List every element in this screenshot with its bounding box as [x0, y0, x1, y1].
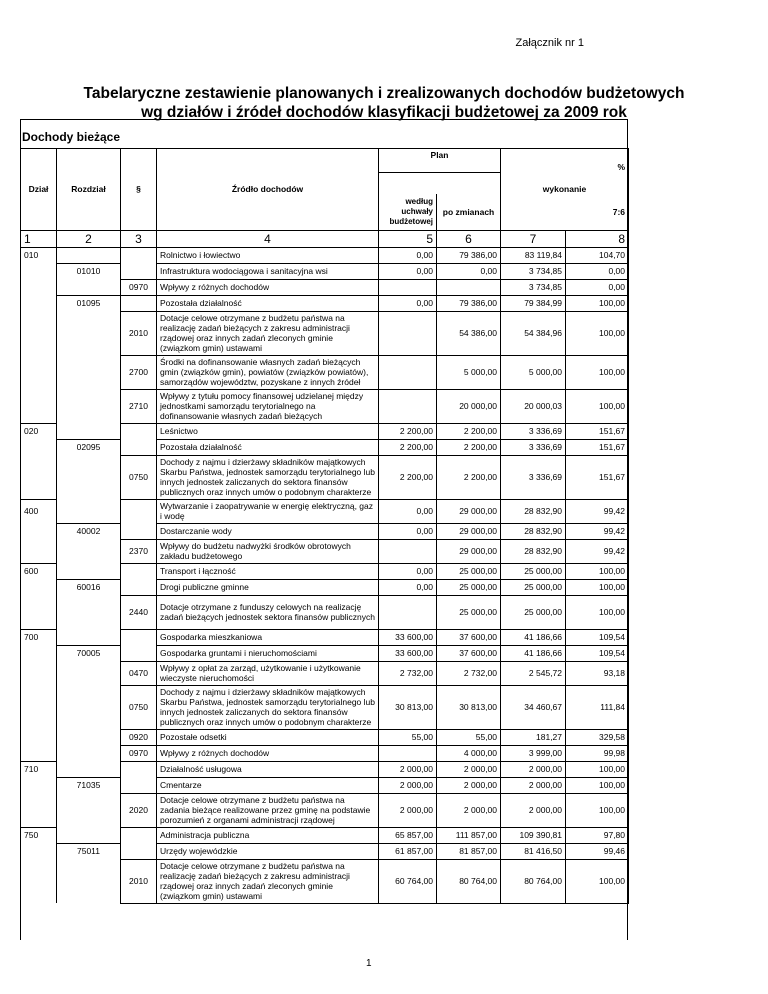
- execution-cell: 3 734,85: [501, 263, 566, 279]
- percent-cell: 100,00: [566, 311, 629, 355]
- source-cell: Urzędy wojewódzkie: [157, 843, 379, 859]
- percent-cell: 151,67: [566, 439, 629, 455]
- rozdzial-cell: [57, 793, 121, 827]
- percent-cell: 100,00: [566, 793, 629, 827]
- percent-cell: 109,54: [566, 629, 629, 645]
- dzial-cell: [21, 661, 57, 685]
- paragraf-cell: [121, 295, 157, 311]
- rozdzial-cell: 71035: [57, 777, 121, 793]
- paragraf-cell: 2710: [121, 389, 157, 423]
- paragraf-cell: 2370: [121, 539, 157, 563]
- execution-cell: 3 999,00: [501, 745, 566, 761]
- plan-initial-cell: 61 857,00: [379, 843, 437, 859]
- paragraf-cell: 0470: [121, 661, 157, 685]
- rozdzial-cell: 01010: [57, 263, 121, 279]
- plan-initial-cell: [379, 279, 437, 295]
- percent-cell: 100,00: [566, 355, 629, 389]
- table-row: [21, 295, 629, 311]
- source-cell: Wpływy z różnych dochodów: [157, 279, 379, 295]
- table-row: [21, 563, 629, 579]
- dzial-cell: [21, 793, 57, 827]
- plan-after-cell: 37 600,00: [437, 629, 501, 645]
- rozdzial-cell: [57, 247, 121, 263]
- plan-after-cell: 30 813,00: [437, 685, 501, 729]
- source-cell: Dochody z najmu i dzierżawy składników majątkowych Skarbu Państwa, jednostek samorządu terytorialnego lub innych jednostek zaliczanych do sektora finansów publicznych oraz innych umów o podobnym charakterze: [157, 685, 379, 729]
- plan-initial-cell: [379, 745, 437, 761]
- execution-cell: 25 000,00: [501, 563, 566, 579]
- execution-cell: 80 764,00: [501, 859, 566, 903]
- rozdzial-cell: 70005: [57, 645, 121, 661]
- col-number: 2: [57, 230, 121, 247]
- percent-cell: 104,70: [566, 247, 629, 263]
- plan-after-cell: 0,00: [437, 263, 501, 279]
- percent-cell: 329,58: [566, 729, 629, 745]
- dzial-cell: 700: [21, 629, 57, 645]
- paragraf-cell: 0750: [121, 685, 157, 729]
- percent-cell: 151,67: [566, 455, 629, 499]
- paragraf-cell: [121, 423, 157, 439]
- paragraf-cell: [121, 777, 157, 793]
- execution-cell: 3 336,69: [501, 455, 566, 499]
- plan-initial-cell: 55,00: [379, 729, 437, 745]
- plan-after-cell: 2 000,00: [437, 761, 501, 777]
- rozdzial-cell: [57, 661, 121, 685]
- percent-cell: 97,80: [566, 827, 629, 843]
- paragraf-cell: 2010: [121, 311, 157, 355]
- execution-cell: 109 390,81: [501, 827, 566, 843]
- plan-initial-cell: 2 000,00: [379, 761, 437, 777]
- source-cell: Infrastruktura wodociągowa i sanitacyjna wsi: [157, 263, 379, 279]
- rozdzial-cell: [57, 761, 121, 777]
- plan-initial-cell: 60 764,00: [379, 859, 437, 903]
- execution-cell: 20 000,03: [501, 389, 566, 423]
- plan-after-cell: 111 857,00: [437, 827, 501, 843]
- source-cell: Cmentarze: [157, 777, 379, 793]
- paragraf-cell: 2020: [121, 793, 157, 827]
- dzial-cell: [21, 355, 57, 389]
- dzial-cell: [21, 843, 57, 859]
- paragraf-cell: [121, 563, 157, 579]
- source-cell: Rolnictwo i łowiectwo: [157, 247, 379, 263]
- percent-cell: 151,67: [566, 423, 629, 439]
- plan-after-cell: 2 200,00: [437, 423, 501, 439]
- col-number: 8: [566, 230, 629, 247]
- percent-cell: 93,18: [566, 661, 629, 685]
- rozdzial-cell: [57, 539, 121, 563]
- header-zrodlo: Źródło dochodów: [157, 148, 379, 230]
- table-row: [21, 423, 629, 439]
- execution-cell: 41 186,66: [501, 629, 566, 645]
- header-paragraf: §: [121, 148, 157, 230]
- paragraf-cell: [121, 247, 157, 263]
- paragraf-cell: 0750: [121, 455, 157, 499]
- rozdzial-cell: 60016: [57, 579, 121, 595]
- table-row: [21, 355, 629, 389]
- table-row: [21, 595, 629, 629]
- table-row: [21, 793, 629, 827]
- source-cell: Środki na dofinansowanie własnych zadań bieżących gmin (związków gmin), powiatów (związków powiatów), samorządów województw, pozyskane z innych źródeł: [157, 355, 379, 389]
- dzial-cell: [21, 645, 57, 661]
- table-row: [21, 777, 629, 793]
- percent-cell: 100,00: [566, 595, 629, 629]
- plan-initial-cell: 0,00: [379, 523, 437, 539]
- rozdzial-cell: [57, 499, 121, 523]
- plan-initial-cell: 0,00: [379, 579, 437, 595]
- dzial-cell: [21, 295, 57, 311]
- paragraf-cell: 0970: [121, 745, 157, 761]
- source-cell: Wpływy z różnych dochodów: [157, 745, 379, 761]
- percent-cell: 99,98: [566, 745, 629, 761]
- rozdzial-cell: [57, 389, 121, 423]
- execution-cell: 83 119,84: [501, 247, 566, 263]
- col-number: 6: [437, 230, 501, 247]
- table-row: [21, 311, 629, 355]
- header-po-zmianach: po zmianach: [437, 194, 501, 230]
- plan-initial-cell: 2 000,00: [379, 777, 437, 793]
- rozdzial-cell: [57, 859, 121, 903]
- rozdzial-cell: [57, 629, 121, 645]
- percent-cell: 99,42: [566, 523, 629, 539]
- rozdzial-cell: [57, 595, 121, 629]
- dzial-cell: [21, 311, 57, 355]
- percent-cell: 100,00: [566, 761, 629, 777]
- execution-cell: 81 416,50: [501, 843, 566, 859]
- dzial-cell: [21, 729, 57, 745]
- plan-initial-cell: 33 600,00: [379, 645, 437, 661]
- percent-cell: 100,00: [566, 389, 629, 423]
- percent-cell: 99,46: [566, 843, 629, 859]
- paragraf-cell: [121, 761, 157, 777]
- table-row: [21, 685, 629, 729]
- dzial-cell: 750: [21, 827, 57, 843]
- plan-after-cell: 81 857,00: [437, 843, 501, 859]
- plan-initial-cell: 2 200,00: [379, 423, 437, 439]
- col-number: 3: [121, 230, 157, 247]
- source-cell: Drogi publiczne gminne: [157, 579, 379, 595]
- percent-cell: 100,00: [566, 295, 629, 311]
- paragraf-cell: [121, 263, 157, 279]
- execution-cell: 3 336,69: [501, 439, 566, 455]
- source-cell: Wpływy do budżetu nadwyżki środków obrotowych zakładu budżetowego: [157, 539, 379, 563]
- dzial-cell: [21, 579, 57, 595]
- source-cell: Dochody z najmu i dzierżawy składników majątkowych Skarbu Państwa, jednostek samorządu terytorialnego lub innych jednostek zaliczanych do sektora finansów publicznych oraz innych umów o podobnym charakterze: [157, 455, 379, 499]
- dzial-cell: [21, 263, 57, 279]
- execution-cell: 3 336,69: [501, 423, 566, 439]
- table-row: [21, 629, 629, 645]
- header-dzial: Dział: [21, 148, 57, 230]
- execution-cell: 2 000,00: [501, 761, 566, 777]
- header-rozdzial: Rozdział: [57, 148, 121, 230]
- header-pct: %: [566, 148, 629, 172]
- percent-cell: 100,00: [566, 563, 629, 579]
- rozdzial-cell: [57, 311, 121, 355]
- execution-cell: 2 000,00: [501, 793, 566, 827]
- plan-initial-cell: 0,00: [379, 247, 437, 263]
- rozdzial-cell: [57, 685, 121, 729]
- execution-cell: 25 000,00: [501, 579, 566, 595]
- source-cell: Dotacje celowe otrzymane z budżetu państwa na zadania bieżące realizowane przez gminę na podstawie porozumień z organami administracji rządowej: [157, 793, 379, 827]
- col-number: 7: [501, 230, 566, 247]
- plan-initial-cell: 2 200,00: [379, 455, 437, 499]
- header-ratio: 7:6: [566, 194, 629, 230]
- plan-initial-cell: 65 857,00: [379, 827, 437, 843]
- plan-after-cell: 25 000,00: [437, 563, 501, 579]
- plan-initial-cell: 0,00: [379, 499, 437, 523]
- paragraf-cell: [121, 523, 157, 539]
- dzial-cell: [21, 595, 57, 629]
- rozdzial-cell: [57, 423, 121, 439]
- source-cell: Gospodarka gruntami i nieruchomościami: [157, 645, 379, 661]
- plan-initial-cell: 0,00: [379, 263, 437, 279]
- dzial-cell: 010: [21, 247, 57, 263]
- plan-initial-cell: 0,00: [379, 295, 437, 311]
- source-cell: Pozostałe odsetki: [157, 729, 379, 745]
- percent-cell: 100,00: [566, 579, 629, 595]
- plan-after-cell: 2 000,00: [437, 793, 501, 827]
- table-row: [21, 247, 629, 263]
- plan-after-cell: 29 000,00: [437, 523, 501, 539]
- rozdzial-cell: [57, 729, 121, 745]
- source-cell: Dotacje otrzymane z funduszy celowych na realizację zadań bieżących jednostek sektora finansów publicznych: [157, 595, 379, 629]
- rozdzial-cell: [57, 563, 121, 579]
- paragraf-cell: 0970: [121, 279, 157, 295]
- title-line-1: Tabelaryczne zestawienie planowanych i zrealizowanych dochodów budżetowych: [83, 85, 685, 102]
- table-row: [21, 827, 629, 843]
- dzial-cell: 020: [21, 423, 57, 439]
- dzial-cell: [21, 859, 57, 903]
- source-cell: Administracja publiczna: [157, 827, 379, 843]
- table-row: [21, 645, 629, 661]
- paragraf-cell: 2010: [121, 859, 157, 903]
- percent-cell: 111,84: [566, 685, 629, 729]
- source-cell: Wpływy z opłat za zarząd, użytkowanie i użytkowanie wieczyste nieruchomości: [157, 661, 379, 685]
- percent-cell: 100,00: [566, 859, 629, 903]
- income-table: [20, 148, 629, 904]
- paragraf-cell: 0920: [121, 729, 157, 745]
- percent-cell: 109,54: [566, 645, 629, 661]
- section-heading: Dochody bieżące: [22, 130, 121, 144]
- execution-cell: 25 000,00: [501, 595, 566, 629]
- execution-cell: 28 832,90: [501, 539, 566, 563]
- dzial-cell: [21, 455, 57, 499]
- plan-after-cell: 29 000,00: [437, 539, 501, 563]
- plan-after-cell: 2 000,00: [437, 777, 501, 793]
- source-cell: Leśnictwo: [157, 423, 379, 439]
- rozdzial-cell: [57, 355, 121, 389]
- execution-cell: 34 460,67: [501, 685, 566, 729]
- plan-initial-cell: 33 600,00: [379, 629, 437, 645]
- col-number: 5: [379, 230, 437, 247]
- plan-initial-cell: 2 200,00: [379, 439, 437, 455]
- rozdzial-cell: 02095: [57, 439, 121, 455]
- plan-after-cell: 79 386,00: [437, 295, 501, 311]
- dzial-cell: [21, 777, 57, 793]
- annex-label: Załącznik nr 1: [515, 37, 584, 49]
- plan-after-cell: 20 000,00: [437, 389, 501, 423]
- plan-initial-cell: 0,00: [379, 563, 437, 579]
- plan-after-cell: 79 386,00: [437, 247, 501, 263]
- plan-after-cell: 5 000,00: [437, 355, 501, 389]
- plan-initial-cell: [379, 389, 437, 423]
- plan-after-cell: 37 600,00: [437, 645, 501, 661]
- plan-after-cell: 29 000,00: [437, 499, 501, 523]
- plan-initial-cell: 30 813,00: [379, 685, 437, 729]
- execution-cell: 54 384,96: [501, 311, 566, 355]
- dzial-cell: 710: [21, 761, 57, 777]
- paragraf-cell: [121, 439, 157, 455]
- table-row: [21, 523, 629, 539]
- plan-after-cell: [437, 279, 501, 295]
- execution-cell: 41 186,66: [501, 645, 566, 661]
- plan-after-cell: 80 764,00: [437, 859, 501, 903]
- plan-initial-cell: [379, 595, 437, 629]
- execution-cell: 3 734,85: [501, 279, 566, 295]
- dzial-cell: [21, 523, 57, 539]
- dzial-cell: [21, 439, 57, 455]
- execution-cell: 28 832,90: [501, 499, 566, 523]
- dzial-cell: [21, 685, 57, 729]
- rozdzial-cell: [57, 827, 121, 843]
- rozdzial-cell: [57, 455, 121, 499]
- table-row: [21, 439, 629, 455]
- execution-cell: 181,27: [501, 729, 566, 745]
- percent-cell: 0,00: [566, 263, 629, 279]
- source-cell: Transport i łączność: [157, 563, 379, 579]
- header-wedlug: według uchwały budżetowej: [379, 194, 437, 230]
- percent-cell: 99,42: [566, 499, 629, 523]
- col-number: 4: [157, 230, 379, 247]
- source-cell: Wytwarzanie i zaopatrywanie w energię elektryczną, gaz i wodę: [157, 499, 379, 523]
- page-title: [0, 84, 768, 122]
- execution-cell: 28 832,90: [501, 523, 566, 539]
- table-row: [21, 389, 629, 423]
- source-cell: Działalność usługowa: [157, 761, 379, 777]
- col-number: 1: [21, 230, 57, 247]
- percent-cell: 100,00: [566, 777, 629, 793]
- table-row: [21, 745, 629, 761]
- table-row: [21, 661, 629, 685]
- source-cell: Dotacje celowe otrzymane z budżetu państwa na realizację zadań bieżących z zakresu administracji rządowej oraz innych zadań zleconych gminie (związkom gmin) ustawami: [157, 859, 379, 903]
- table-row: [21, 761, 629, 777]
- dzial-cell: [21, 539, 57, 563]
- source-cell: Wpływy z tytułu pomocy finansowej udzielanej między jednostkami samorządu terytorialnego na dofinansowanie własnych zadań bieżących: [157, 389, 379, 423]
- dzial-cell: 600: [21, 563, 57, 579]
- source-cell: Gospodarka mieszkaniowa: [157, 629, 379, 645]
- plan-initial-cell: [379, 539, 437, 563]
- rozdzial-cell: [57, 279, 121, 295]
- paragraf-cell: [121, 499, 157, 523]
- dzial-cell: [21, 745, 57, 761]
- plan-after-cell: 2 200,00: [437, 455, 501, 499]
- plan-after-cell: 55,00: [437, 729, 501, 745]
- header-plan: Plan: [379, 148, 501, 172]
- table-row: [21, 539, 629, 563]
- rozdzial-cell: [57, 745, 121, 761]
- dzial-cell: [21, 279, 57, 295]
- source-cell: Dotacje celowe otrzymane z budżetu państwa na realizację zadań bieżących z zakresu administracji rządowej oraz innych zadań zleconych gminie (związkom gmin) ustawami: [157, 311, 379, 355]
- source-cell: Pozostała działalność: [157, 439, 379, 455]
- plan-initial-cell: [379, 355, 437, 389]
- plan-initial-cell: 2 732,00: [379, 661, 437, 685]
- plan-after-cell: 54 386,00: [437, 311, 501, 355]
- table-row: [21, 455, 629, 499]
- plan-after-cell: 25 000,00: [437, 595, 501, 629]
- table-row: [21, 499, 629, 523]
- rozdzial-cell: 40002: [57, 523, 121, 539]
- table-row: [21, 843, 629, 859]
- paragraf-cell: [121, 579, 157, 595]
- dzial-cell: [21, 389, 57, 423]
- rozdzial-cell: 75011: [57, 843, 121, 859]
- plan-after-cell: 2 200,00: [437, 439, 501, 455]
- paragraf-cell: [121, 843, 157, 859]
- execution-cell: 2 000,00: [501, 777, 566, 793]
- plan-after-cell: 2 732,00: [437, 661, 501, 685]
- table-row: [21, 263, 629, 279]
- rozdzial-cell: 01095: [57, 295, 121, 311]
- table-row: [21, 729, 629, 745]
- paragraf-cell: 2700: [121, 355, 157, 389]
- paragraf-cell: [121, 645, 157, 661]
- execution-cell: 79 384,99: [501, 295, 566, 311]
- percent-cell: 99,42: [566, 539, 629, 563]
- plan-initial-cell: [379, 311, 437, 355]
- source-cell: Pozostała działalność: [157, 295, 379, 311]
- dzial-cell: 400: [21, 499, 57, 523]
- percent-cell: 0,00: [566, 279, 629, 295]
- paragraf-cell: [121, 827, 157, 843]
- plan-after-cell: 4 000,00: [437, 745, 501, 761]
- execution-cell: 2 545,72: [501, 661, 566, 685]
- page-number: 1: [366, 958, 372, 969]
- execution-cell: 5 000,00: [501, 355, 566, 389]
- table-row: [21, 859, 629, 903]
- paragraf-cell: [121, 629, 157, 645]
- plan-after-cell: 25 000,00: [437, 579, 501, 595]
- plan-initial-cell: 2 000,00: [379, 793, 437, 827]
- title-line-2: wg działów i źródeł dochodów klasyfikacji budżetowej za 2009 rok: [141, 104, 627, 121]
- source-cell: Dostarczanie wody: [157, 523, 379, 539]
- paragraf-cell: 2440: [121, 595, 157, 629]
- table-row: [21, 579, 629, 595]
- header-wykonanie: wykonanie: [501, 172, 629, 194]
- table-row: [21, 279, 629, 295]
